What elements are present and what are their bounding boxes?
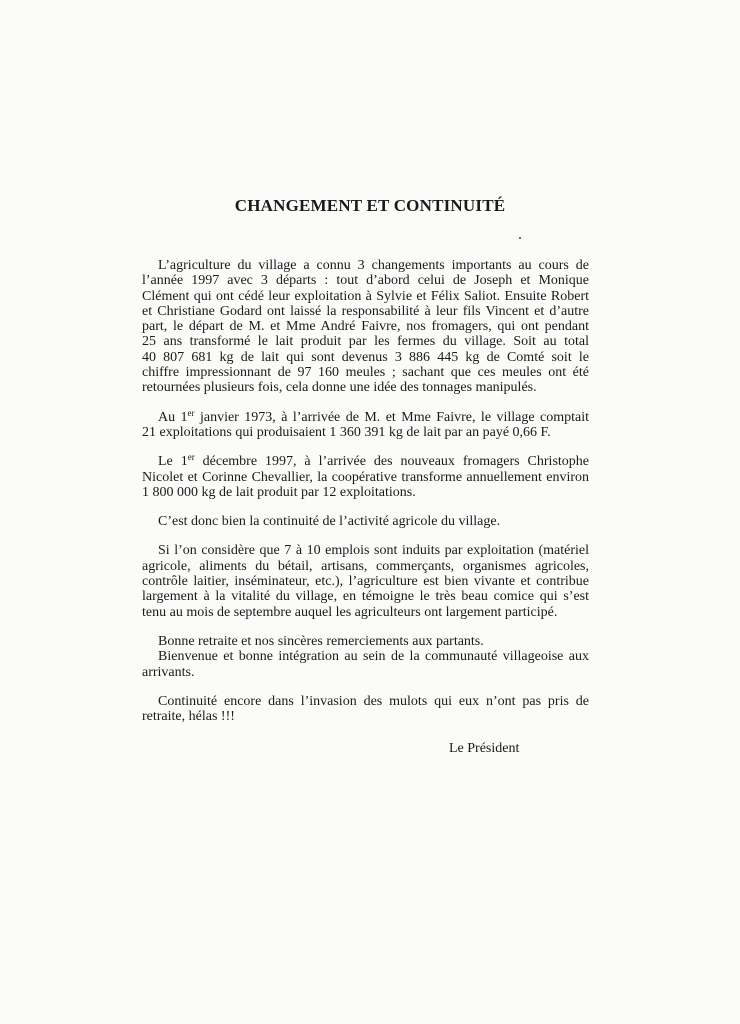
document-title: CHANGEMENT ET CONTINUITÉ xyxy=(234,196,506,215)
text-line: arrivants. xyxy=(142,664,195,680)
text-fragment: Le 1 xyxy=(158,454,188,470)
paragraph-mice xyxy=(142,694,589,725)
paragraph-welcome xyxy=(142,649,589,680)
text-line: Si l’on considère que 7 à 10 emplois sont induits par exploitation (matériel xyxy=(158,543,589,559)
text-line: Bonne retraite et nos sincères remerciements aux partants. xyxy=(158,633,484,649)
paragraph-retirement xyxy=(142,634,589,649)
text-line: Bienvenue et bonne intégration au sein de la communauté villageoise aux xyxy=(158,649,589,665)
text-line: agricole, aliments du bétail, artisans, commerçants, organismes agricoles, xyxy=(142,558,589,574)
text-fragment: janvier 1973, à l’arrivée de M. et Mme Faivre, le village comptait xyxy=(194,409,589,425)
text-line: 25 ans transformé le lait produit par les fermes du village. Soit au total xyxy=(142,334,589,350)
text-line: retournées plusieurs fois, cela donne une idée des tonnages manipulés. xyxy=(142,380,537,396)
text-line: tenu au mois de septembre auquel les agriculteurs ont largement participé. xyxy=(142,604,558,620)
signature: Le Président xyxy=(449,741,520,756)
text-line: C’est donc bien la continuité de l’activité agricole du village. xyxy=(158,514,501,530)
text-line: Continuité encore dans l’invasion des mulots qui eux n’ont pas pris de xyxy=(158,693,589,709)
paragraph-1973 xyxy=(142,407,589,441)
text-line xyxy=(142,454,589,469)
text-line: et Christiane Godard ont laissé la responsabilité à leur fils Vincent et d’autre xyxy=(142,303,589,319)
text-line: retraite, hélas !!! xyxy=(142,709,235,725)
ink-speck xyxy=(519,237,521,239)
ordinal-superscript: er xyxy=(187,407,195,418)
text-line: 40 807 681 kg de lait qui sont devenus 3 886 445 kg de Comté soit le xyxy=(142,349,589,365)
paragraph-jobs xyxy=(142,543,589,619)
text-line: L’agriculture du village a connu 3 changements importants au cours de xyxy=(158,258,589,273)
text-line: largement à la vitalité du village, en témoigne le très beau comice qui s’est xyxy=(142,589,589,605)
text-fragment: Au 1 xyxy=(158,409,188,425)
ordinal-superscript: er xyxy=(187,452,195,463)
text-line xyxy=(142,407,589,425)
text-line: l’année 1997 avec 3 départs : tout d’abord celui de Joseph et Monique xyxy=(142,273,589,289)
document-body xyxy=(142,258,589,738)
text-fragment: décembre 1997, à l’arrivée des nouveaux fromagers Christophe xyxy=(194,454,590,470)
paragraph-changes xyxy=(142,258,589,396)
paragraph-1997 xyxy=(142,454,589,500)
text-line: 1 800 000 kg de lait produit par 12 exploitations. xyxy=(142,484,416,500)
text-line: chiffre impressionnant de 97 160 meules ; sachant que ces meules ont été xyxy=(142,365,589,381)
paragraph-continuity xyxy=(142,514,589,529)
text-line: part, le départ de M. et Mme André Faivre, nos fromagers, qui ont pendant xyxy=(142,319,589,335)
text-line: contrôle laitier, inséminateur, etc.), l’agriculture est bien vivante et contribue xyxy=(142,574,589,590)
text-line: Nicolet et Corinne Chevallier, la coopérative transforme annuellement environ xyxy=(142,469,589,485)
text-line: 21 exploitations qui produisaient 1 360 391 kg de lait par an payé 0,66 F. xyxy=(142,424,551,440)
text-line: Clément qui ont cédé leur exploitation à Sylvie et Félix Saliot. Ensuite Robert xyxy=(142,288,589,304)
